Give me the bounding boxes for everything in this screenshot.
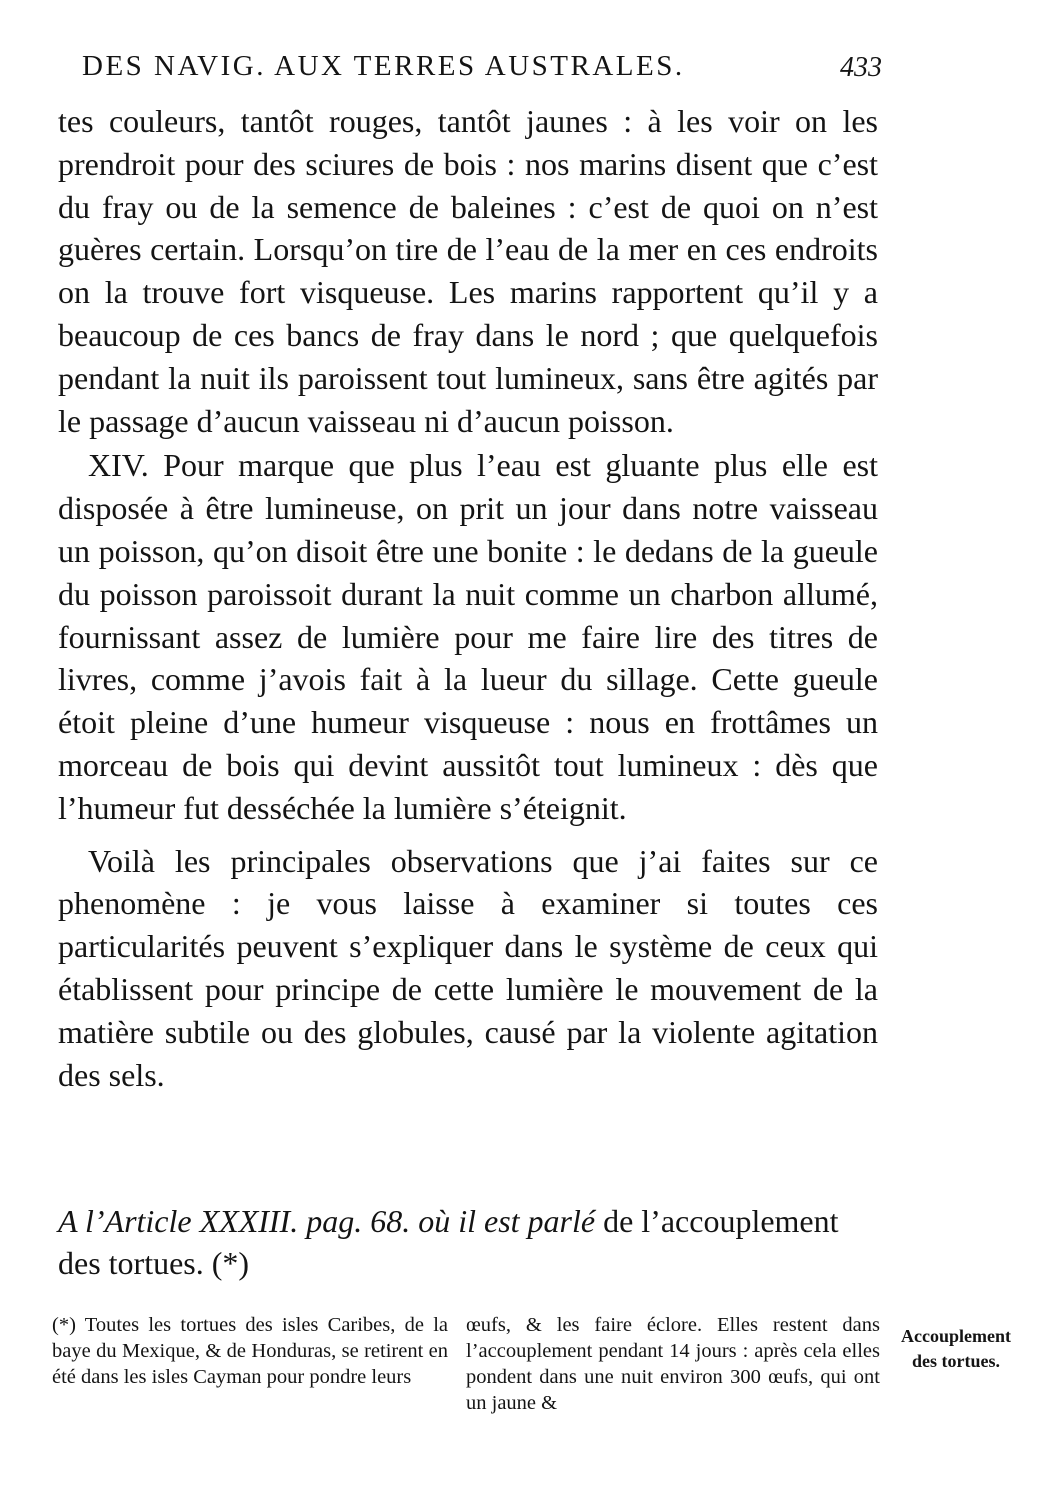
article-heading <box>58 1200 878 1284</box>
running-head: DES NAVIG. AUX TERRES AUSTRALES. <box>82 50 685 82</box>
footnote-right-column: œufs, & les faire éclore. Elles restent dans l’accouplement pendant 14 jours : après cela elles pondent dans une nuit environ 300 œufs, qui ont un jaune & <box>466 1314 880 1414</box>
page-header <box>82 48 882 96</box>
article-heading-reference: A l’Article XXXIII. pag. 68. où il est parlé <box>58 1203 596 1239</box>
footnote-left-column: (*) Toutes les tortues des isles Caribes, de la baye du Mexique, & de Honduras, se retirent en été dans les isles Cayman pour pondre leurs <box>52 1314 448 1388</box>
body-text <box>58 100 878 1096</box>
paragraph-1: tes couleurs, tantôt rouges, tantôt jaunes : à les voir on les prendroit pour des sciures de bois : nos marins disent que c’est du fray ou de la semence de baleines : c’est de quoi on n’est guères certain. Lorsqu’on tire de l’eau de la mer en ces endroits on la trouve fort visqueuse. Les marins rapportent qu’il y a beaucoup de ces bancs de fray dans le nord ; que quelquefois pendant la nuit ils paroissent tout lumineux, sans être agités par le passage d’aucun vaisseau ni d’aucun poisson. <box>58 103 878 439</box>
article-heading-subject: de l’accouplement des tortues. (*) <box>58 1203 839 1281</box>
footnote <box>52 1312 880 1452</box>
page-number: 433 <box>840 52 882 83</box>
margin-note: Accouplement des tortues. <box>901 1326 1011 1371</box>
paragraph-3: Voilà les principales observations que j’ai faites sur ce phenomène : je vous laisse à examiner si toutes ces particularités peuvent s’expliquer dans le système de ceux qui établissent pour principe de cette lumière le mouvement de la matière subtile ou des globules, causé par la violente agitation des sels. <box>58 842 878 1093</box>
paragraph-2: XIV. Pour marque que plus l’eau est gluante plus elle est disposée à être lumineuse, on prit un jour dans notre vaisseau un poisson, qu’on disoit être une bonite : le dedans de la gueule du poisson paroissoit durant la nuit comme un charbon allumé, fournissant assez de lumière pour me faire lire des titres de livres, comme j’avois fait à la lueur du sillage. Cette gueule étoit pleine d’une humeur visqueuse : nous en frottâmes un morceau de bois qui devint aussitôt tout lumineux : dès que l’humeur fut desséchée la lumière s’éteignit. <box>58 447 878 826</box>
